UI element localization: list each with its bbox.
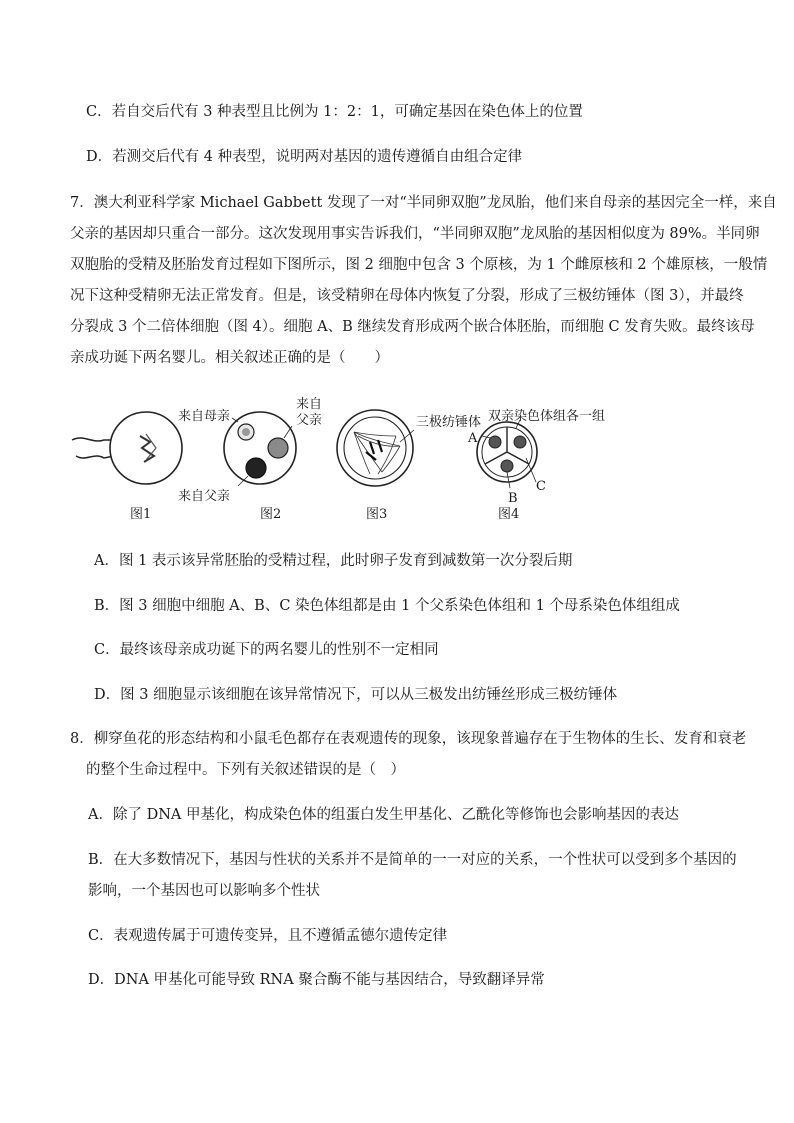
fig3-caption: 图3 xyxy=(366,507,388,522)
q8-stem-line-1: 8．柳穿鱼花的形态结构和小鼠毛色都存在表观遗传的现象，该现象普遍存在于生物体的生长、发育和衰老 xyxy=(70,731,747,747)
q8-option-b-line-2: 影响，一个基因也可以影响多个性状 xyxy=(88,883,320,899)
q7-stem-line-6: 亲成功诞下两名婴儿。相关叙述正确的是（ ） xyxy=(70,350,389,366)
q7-option-b: B．图 3 细胞中细胞 A、B、C 染色体组都是由 1 个父系染色体组和 1 个母系染色体组组成 xyxy=(94,598,680,614)
fig4-label-a: A xyxy=(468,431,478,446)
fig4-three-cells-drawing xyxy=(477,420,537,488)
q6-option-d: D．若测交后代有 4 种表型，说明两对基因的遗传遵循自由组合定律 xyxy=(86,149,523,165)
q7-stem-line-5: 分裂成 3 个二倍体细胞（图 4）。细胞 A、B 继续发育形成两个嵌合体胚胎，而细胞 C 发育失败。最终该母 xyxy=(70,319,755,335)
fig2-caption: 图2 xyxy=(260,507,282,522)
q7-stem-line-2: 父亲的基因却只重合一部分。这次发现用事实告诉我们，“半同卵双胞”龙凤胎的基因相似度为 89%。半同卵 xyxy=(70,226,760,242)
fig1-fertilization-drawing xyxy=(72,412,182,484)
q8-option-d: D．DNA 甲基化可能导致 RNA 聚合酶不能与基因结合，导致翻译异常 xyxy=(88,972,545,988)
fig4-label-b: B xyxy=(508,491,518,506)
q7-stem-line-1: 7．澳大利亚科学家 Michael Gabbett 发现了一对“半同卵双胞”龙凤胎，他们来自母亲的基因完全一样，来自 xyxy=(70,195,777,211)
q8-option-a: A．除了 DNA 甲基化，构成染色体的组蛋白发生甲基化、乙酰化等修饰也会影响基因的表达 xyxy=(88,807,679,823)
q7-option-a: A．图 1 表示该异常胚胎的受精过程，此时卵子发育到减数第一次分裂后期 xyxy=(94,553,573,569)
q8-option-c: C．表观遗传属于可遗传变异，且不遵循孟德尔遗传定律 xyxy=(88,928,448,944)
fig4-label-both-sets: 双亲染色体组各一组 xyxy=(488,409,606,424)
fig2-zygote-drawing xyxy=(224,412,296,486)
fig1-caption: 图1 xyxy=(130,507,152,522)
q7-figure-svg xyxy=(70,390,630,530)
fig4-caption: 图4 xyxy=(498,507,520,522)
q7-figure xyxy=(70,390,630,530)
fig3-tripolar-spindle-drawing xyxy=(337,410,414,486)
q6-option-c: C．若自交后代有 3 种表型且比例为 1：2：1，可确定基因在染色体上的位置 xyxy=(86,104,583,120)
q8-option-b-line-1: B．在大多数情况下，基因与性状的关系并不是简单的一一对应的关系，一个性状可以受到多个基因的 xyxy=(88,852,737,868)
fig4-label-c: C xyxy=(536,479,546,494)
fig2-label-from-father-a: 来自 xyxy=(296,397,323,412)
q8-stem-line-2: 的整个生命过程中。下列有关叙述错误的是（ ） xyxy=(86,762,405,778)
q7-option-c: C．最终该母亲成功诞下的两名婴儿的性别不一定相同 xyxy=(94,642,439,658)
fig2-label-from-father-b: 父亲 xyxy=(296,413,323,428)
fig2-label-from-father-2: 来自父亲 xyxy=(178,489,231,504)
fig3-label-tripolar: 三极纺锤体 xyxy=(416,415,482,430)
q7-option-d: D．图 3 细胞显示该细胞在该异常情况下，可以从三极发出纺锤丝形成三极纺锤体 xyxy=(94,687,618,703)
q7-stem-line-4: 况下这种受精卵无法正常发育。但是，该受精卵在母体内恢复了分裂，形成了三极纺锤体（图 3），并最终 xyxy=(70,288,744,304)
q7-stem-line-3: 双胞胎的受精及胚胎发育过程如下图所示，图 2 细胞中包含 3 个原核，为 1 个雌原核和 2 个雄原核，一般情 xyxy=(70,257,768,273)
fig2-label-from-mother: 来自母亲 xyxy=(178,409,231,424)
